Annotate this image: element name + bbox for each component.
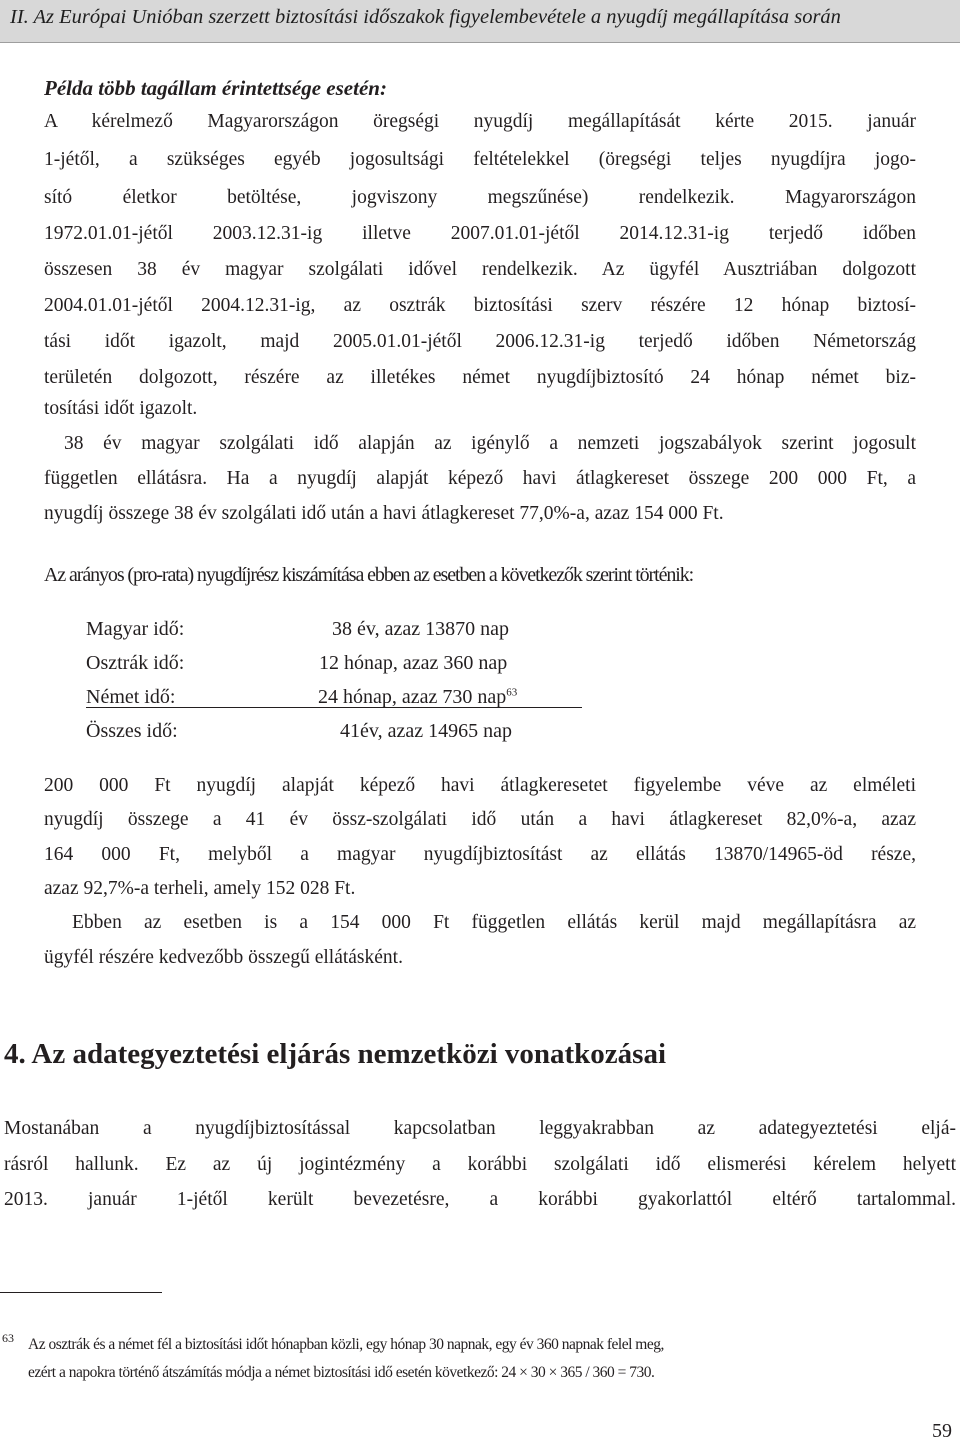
calculation-table — [86, 612, 586, 748]
calc-row-osztrak — [86, 646, 586, 680]
calc-label: Osztrák idő: — [86, 652, 185, 674]
result-line: ügyfél részére kedvezőbb összegű ellátásként. — [44, 947, 403, 968]
section-line: rásról hallunk. Ez az új jogintézmény a korábbi szolgálati idő elismerési kérelem helyett — [4, 1154, 956, 1175]
example-line: 1972.01.01-jétől 2003.12.31-ig illetve 2007.01.01-jétől 2014.12.31-ig terjedő időben — [44, 223, 916, 244]
running-title: II. Az Európai Unióban szerzett biztosítási időszakok figyelembevétele a nyugdíj megállapítása során — [10, 6, 841, 28]
calc-row-osszes — [86, 714, 586, 748]
calc-row-nemet — [86, 680, 586, 714]
calc-label: Összes idő: — [86, 720, 178, 742]
page-number: 59 — [932, 1420, 952, 1442]
example-line: 38 év magyar szolgálati idő alapján az igénylő a nemzeti jogszabályok szerint jogosult — [64, 433, 916, 454]
result-line: azaz 92,7%-a terheli, amely 152 028 Ft. — [44, 878, 356, 899]
calc-value-text: 24 hónap, azaz 730 nap — [318, 686, 507, 708]
example-line: 2004.01.01-jétől 2004.12.31-ig, az osztrák biztosítási szerv részére 12 hónap biztosí- — [44, 295, 916, 316]
section-line: 2013. január 1-jétől került bevezetésre, a korábbi gyakorlattól eltérő tartalommal. — [4, 1189, 956, 1210]
result-line: Ebben az esetben is a 154 000 Ft független ellátás kerül majd megállapításra az — [72, 912, 916, 933]
calc-value: 12 hónap, azaz 360 nap — [319, 652, 508, 674]
running-header — [0, 0, 960, 43]
example-line: területén dolgozott, részére az illetékes német nyugdíjbiztosító 24 hónap német biz- — [44, 367, 916, 388]
example-line: összesen 38 év magyar szolgálati idővel rendelkezik. Az ügyfél Ausztriában dolgozott — [44, 259, 916, 280]
footnote-line: Az osztrák és a német fél a biztosítási időt hónapban közli, egy hónap 30 napnak, egy év 360 napnak felel meg, — [28, 1336, 664, 1353]
example-line: A kérelmező Magyarországon öregségi nyugdíj megállapítását kérte 2015. január — [44, 111, 916, 132]
result-line: 164 000 Ft, melyből a magyar nyugdíjbiztosítást az ellátás 13870/14965-öd része, — [44, 844, 916, 865]
result-line: nyugdíj összege a 41 év össz-szolgálati idő után a havi átlagkereset 82,0%-a, azaz — [44, 809, 916, 830]
sum-rule — [86, 707, 582, 708]
calc-value: 41év, azaz 14965 nap — [340, 720, 512, 742]
calc-row-magyar — [86, 612, 586, 646]
section-line: Mostanában a nyugdíjbiztosítással kapcsolatban leggyakrabban az adategyeztetési eljá- — [4, 1118, 956, 1139]
example-line: független ellátásra. Ha a nyugdíj alapját képező havi átlagkereset összege 200 000 Ft, a — [44, 468, 916, 489]
calc-label: Magyar idő: — [86, 618, 185, 640]
example-line: tási időt igazolt, majd 2005.01.01-jétől 2006.12.31-ig terjedő időben Németország — [44, 331, 916, 352]
calc-value — [318, 680, 517, 714]
calc-label: Német idő: — [86, 686, 176, 708]
footnote-ref: 63 — [506, 686, 518, 699]
footnote-number: 63 — [2, 1331, 14, 1345]
result-line: 200 000 Ft nyugdíj alapját képező havi átlagkeresetet figyelembe véve az elméleti — [44, 775, 916, 796]
calculation-heading: Az arányos (pro-rata) nyugdíjrész kiszámítása ebben az esetben a következők szerint történik: — [44, 564, 694, 586]
footnote-rule — [0, 1292, 162, 1293]
example-line: 1-jétől, a szükséges egyéb jogosultsági feltételekkel (öregségi teljes nyugdíjra jogo- — [44, 149, 916, 170]
example-line: tosítási időt igazolt. — [44, 398, 198, 419]
calc-value: 38 év, azaz 13870 nap — [332, 618, 509, 640]
example-title: Példa több tagállam érintettsége esetén: — [44, 76, 387, 100]
example-line: nyugdíj összege 38 év szolgálati idő után a havi átlagkereset 77,0%-a, azaz 154 000 Ft. — [44, 503, 724, 524]
example-line: sító életkor betöltése, jogviszony megszűnése) rendelkezik. Magyarországon — [44, 187, 916, 208]
section-title: 4. Az adategyeztetési eljárás nemzetközi vonatkozásai — [4, 1038, 667, 1070]
footnote-line: ezért a napokra történő átszámítás módja a német biztosítási idő esetén következő: 24 × 30 × 365 / 360 = 730. — [28, 1364, 655, 1381]
